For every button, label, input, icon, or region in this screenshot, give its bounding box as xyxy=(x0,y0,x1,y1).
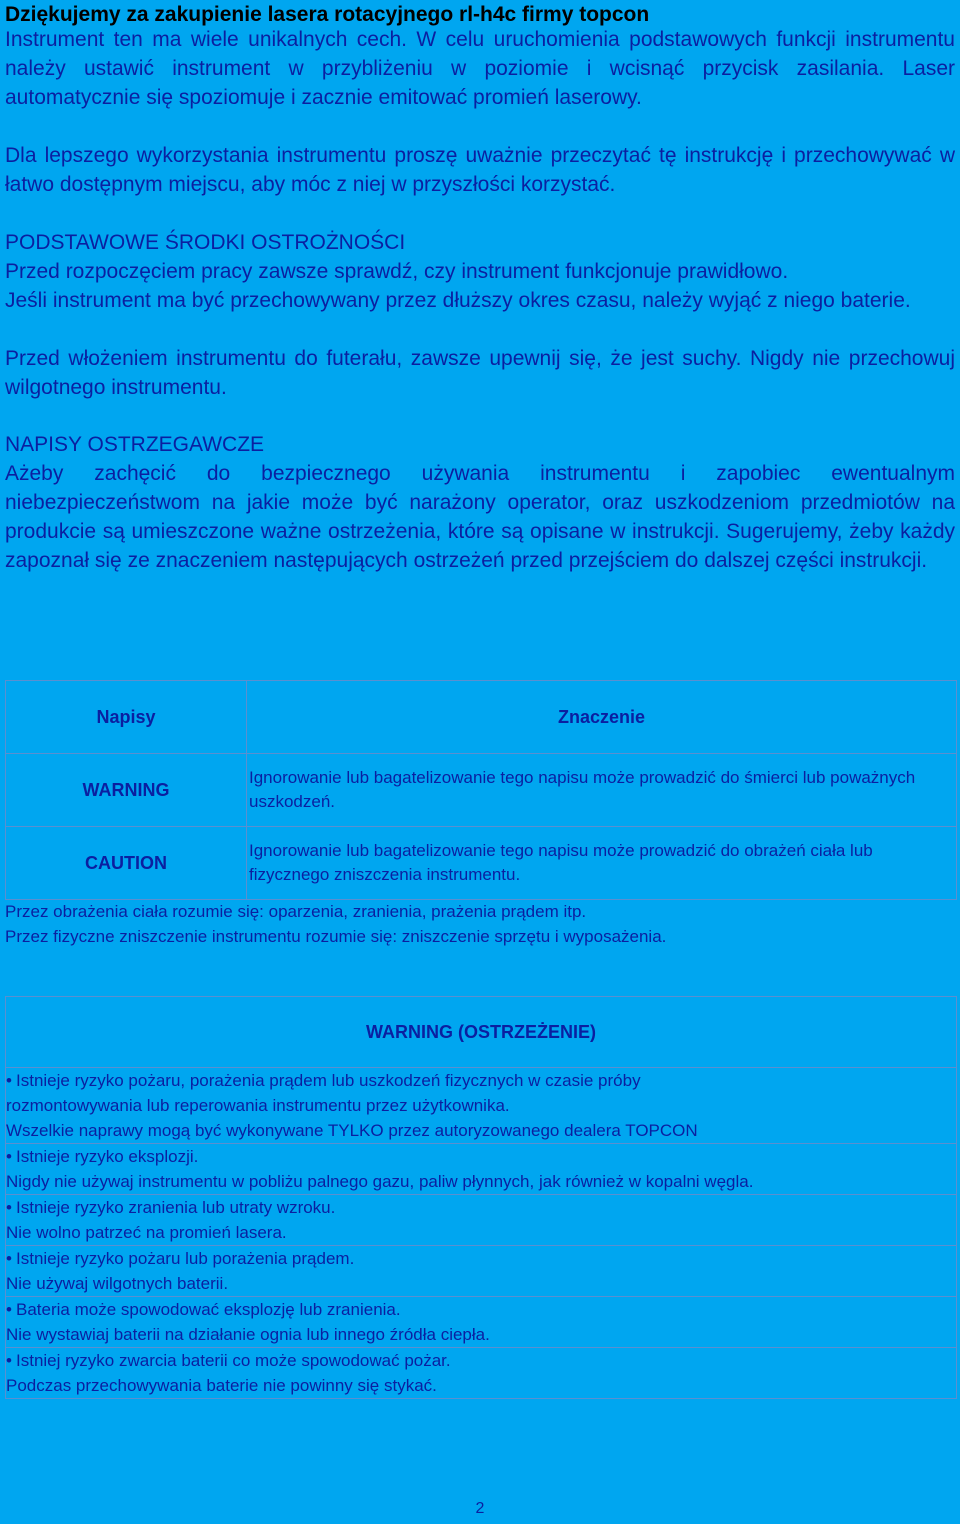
bullet-icon: • xyxy=(6,1147,12,1166)
table-header-meaning: Znaczenie xyxy=(247,681,957,754)
warning-box xyxy=(5,996,957,1399)
meaning-warning: Ignorowanie lub bagatelizowanie tego napisu może prowadzić do śmierci lub poważnych uszkodzeń. xyxy=(247,754,957,827)
bullet-icon: • xyxy=(6,1249,12,1268)
warnings-paragraph: Ażeby zachęcić do bezpiecznego używania instrumentu i zapobiec ewentualnym niebezpieczeństwom na jakie może być narażony operator, oraz uszkodzeniom przedmiotów na produkcie są umieszczone ważne ostrzeżenia, które są opisane w instrukcji. Sugerujemy, żeby każdy zapoznał się ze znaczeniem następujących ostrzeżeń przed przejściem do dalszej części instrukcji. xyxy=(5,462,955,572)
meaning-caution: Ignorowanie lub bagatelizowanie tego napisu może prowadzić do obrażeń ciała lub fizycznego zniszczenia instrumentu. xyxy=(247,827,957,900)
warning-box-heading: WARNING (OSTRZEŻENIE) xyxy=(6,997,957,1068)
table-header-row xyxy=(6,681,957,754)
safety-paragraph-1: Przed rozpoczęciem pracy zawsze sprawdź, czy instrument funkcjonuje prawidłowo. xyxy=(5,260,789,283)
table-row xyxy=(6,754,957,827)
safety-paragraph-2: Jeśli instrument ma być przechowywany przez dłuższy okres czasu, należy wyjąć z niego baterie. xyxy=(5,289,911,312)
safety-paragraph-3: Przed włożeniem instrumentu do futerału, zawsze upewnij się, że jest suchy. Nigdy nie przechowuj wilgotnego instrumentu. xyxy=(5,347,955,399)
intro-paragraph-2: Dla lepszego wykorzystania instrumentu proszę uważnie przeczytać tę instrukcję i przechowywać w łatwo dostępnym miejscu, aby móc z niej w przyszłości korzystać. xyxy=(5,144,955,196)
intro-paragraph-1: Instrument ten ma wiele unikalnych cech. W celu uruchomienia podstawowych funkcji instrumentu należy ustawić instrument w przybliżeniu w poziomie i wcisnąć przycisk zasilania. Laser automatycznie się spoziomuje i zacznie emitować promień laserowy. xyxy=(5,28,955,109)
bullet-icon: • xyxy=(6,1351,12,1370)
safety-heading: PODSTAWOWE ŚRODKI OSTROŻNOŚCI xyxy=(5,231,406,254)
page-title: Dziękujemy za zakupienie lasera rotacyjnego rl-h4c firmy topcon xyxy=(5,3,650,26)
warning-item: • Bateria może spowodować eksplozję lub zranienia. Nie wystawiaj baterii na działanie ognia lub innego źródła ciepła. xyxy=(6,1297,957,1348)
table-row xyxy=(6,827,957,900)
note-damage: Przez fizyczne zniszczenie instrumentu rozumie się: zniszczenie sprzętu i wyposażenia. xyxy=(5,927,667,946)
page-number: 2 xyxy=(475,1500,485,1517)
note-injury: Przez obrażenia ciała rozumie się: oparzenia, zranienia, prażenia prądem itp. xyxy=(5,902,587,921)
warning-item: • Istnieje ryzyko eksplozji. Nigdy nie używaj instrumentu w pobliżu palnego gazu, paliw płynnych, jak również w kopalni węgla. xyxy=(6,1144,957,1195)
warning-item: • Istniej ryzyko zwarcia baterii co może spowodować pożar. Podczas przechowywania baterie nie powinny się stykać. xyxy=(6,1348,957,1399)
table-header-sign: Napisy xyxy=(6,681,247,754)
bullet-icon: • xyxy=(6,1300,12,1319)
warning-item: • Istnieje ryzyko pożaru lub porażenia prądem. Nie używaj wilgotnych baterii. xyxy=(6,1246,957,1297)
warning-item: • Istnieje ryzyko pożaru, porażenia prądem lub uszkodzeń fizycznych w czasie próby rozmontowywania lub reperowania instrumentu przez użytkownika. Wszelkie naprawy mogą być wykonywane TYLKO przez autoryzowanego dealera TOPCON xyxy=(6,1068,957,1144)
sign-warning: WARNING xyxy=(6,754,247,827)
warning-item: • Istnieje ryzyko zranienia lub utraty wzroku. Nie wolno patrzeć na promień lasera. xyxy=(6,1195,957,1246)
sign-meaning-table xyxy=(5,680,957,900)
bullet-icon: • xyxy=(6,1198,12,1217)
sign-caution: CAUTION xyxy=(6,827,247,900)
warnings-heading: NAPISY OSTRZEGAWCZE xyxy=(5,433,265,456)
bullet-icon: • xyxy=(6,1071,12,1090)
